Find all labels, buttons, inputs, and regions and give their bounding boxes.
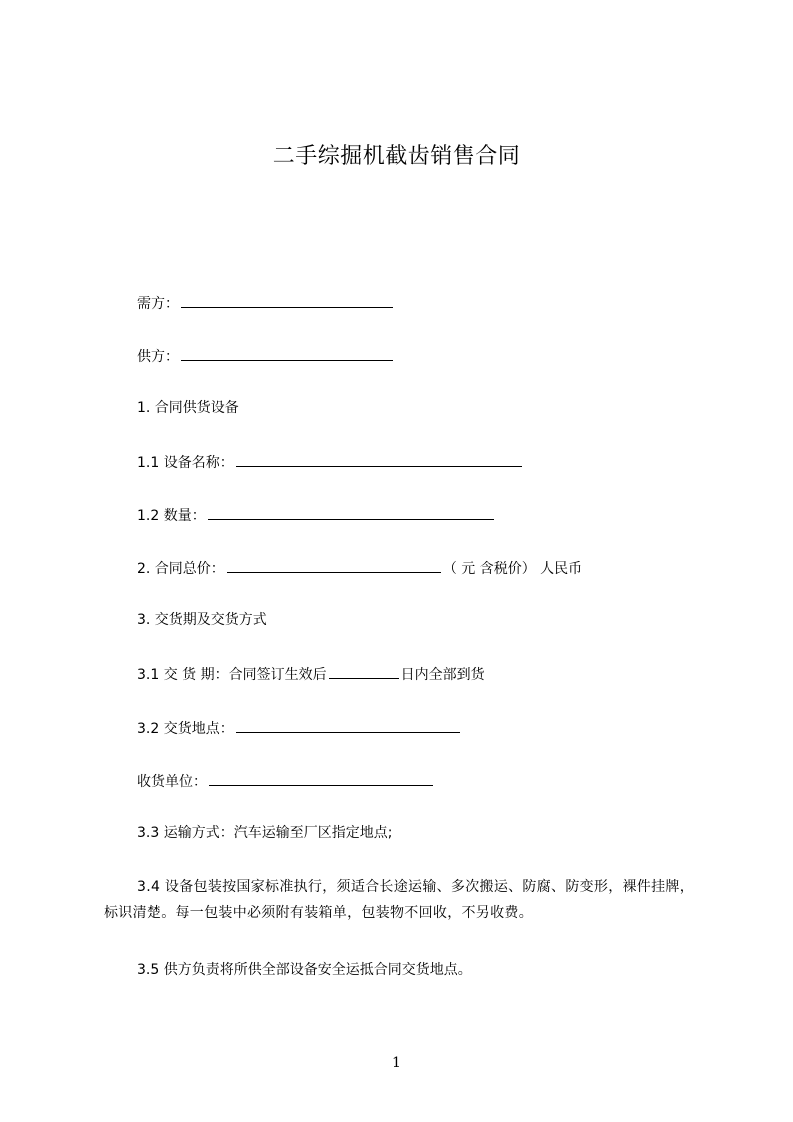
buyer-blank[interactable] [181,292,393,308]
delivery-place-label: 3.2 交货地点： [137,721,234,737]
delivery-period-suffix: 日内全部到货 [400,667,485,683]
delivery-place-line [137,717,462,739]
section-3-heading: 3. 交货期及交货方式 [137,612,267,628]
receiver-line [137,770,435,792]
total-price-suffix: （ 元 含税价） 人民币 [442,561,583,577]
quantity-blank[interactable] [208,504,494,520]
supplier-label: 供方： [137,349,179,365]
quantity-label: 1.2 数量： [137,508,206,524]
delivery-place-blank[interactable] [236,717,460,733]
packaging-paragraph: 3.4 设备包装按国家标准执行，须适合长途运输、多次搬运、防腐、防变形，裸件挂牌，标识清楚。每一包装中必须附有装箱单，包装物不回收，不另收费。 [104,879,695,921]
section-1-heading: 1. 合同供货设备 [137,400,239,416]
supplier-blank[interactable] [181,345,393,361]
receiver-blank[interactable] [209,770,433,786]
delivery-responsibility-line: 3.5 供方负责将所供全部设备安全运抵合同交货地点。 [137,962,472,978]
total-price-label: 2. 合同总价： [137,561,225,577]
equipment-name-line [137,451,524,473]
equipment-name-blank[interactable] [236,451,522,467]
supplier-line [137,345,395,367]
equipment-name-label: 1.1 设备名称： [137,455,234,471]
total-price-line [137,557,582,579]
delivery-period-prefix: 3.1 交 货 期：合同签订生效后 [137,667,327,683]
transport-method-line: 3.3 运输方式：汽车运输至厂区指定地点; [137,825,393,841]
buyer-label: 需方： [137,296,179,312]
page-number: 1 [392,1055,401,1071]
delivery-days-blank[interactable] [329,663,399,679]
receiver-label: 收货单位： [137,774,207,790]
delivery-period-line [137,663,485,685]
buyer-line [137,292,395,314]
contract-title: 二手综掘机截齿销售合同 [272,144,521,169]
total-price-blank[interactable] [227,557,441,573]
quantity-line [137,504,496,526]
